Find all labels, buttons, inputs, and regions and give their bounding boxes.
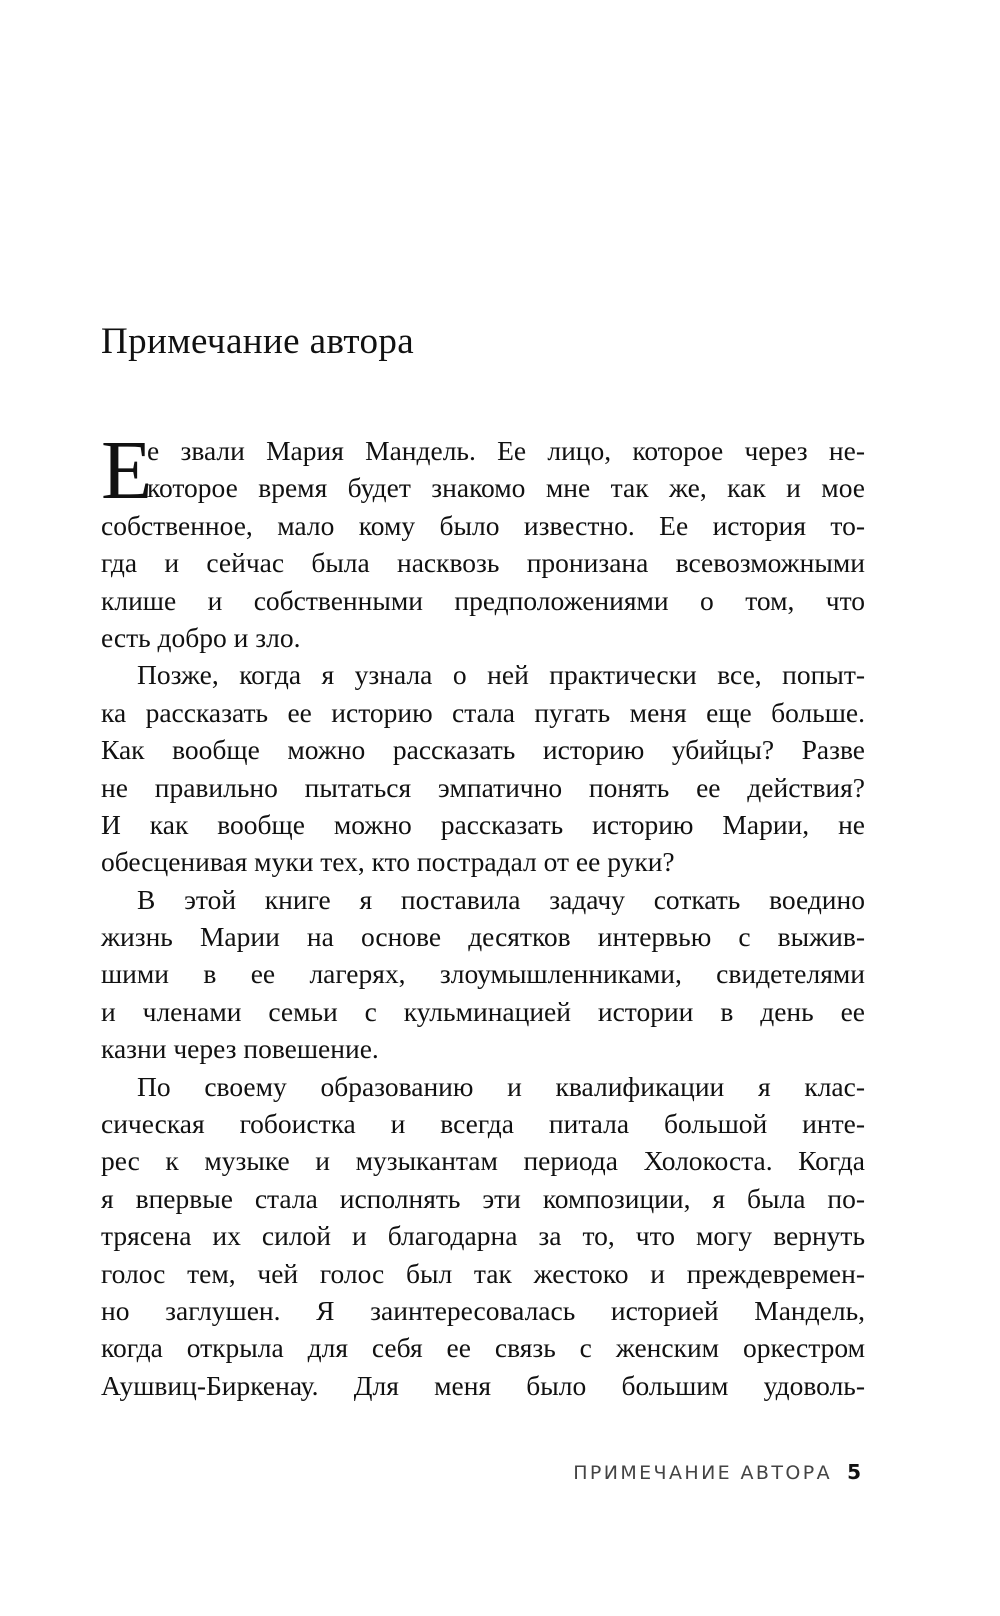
- paragraph-line: собственное, мало кому было известно. Ее история то-: [101, 509, 865, 541]
- paragraph-line: клише и собственными предположениями о том, что: [101, 584, 865, 616]
- paragraph-line: шими в ее лагерях, злоумышленниками, свидетелями: [101, 958, 865, 990]
- paragraph-line: когда открыла для себя ее связь с женским оркестром: [101, 1332, 865, 1364]
- paragraph-line: трясена их силой и благодарна за то, что могу вернуть: [101, 1220, 865, 1252]
- paragraph-line: я впервые стала исполнять эти композиции, я была по-: [101, 1182, 865, 1214]
- page-number: 5: [847, 1460, 861, 1484]
- paragraph-line: Позже, когда я узнала о ней практически все, попыт-: [137, 659, 865, 691]
- paragraph-line: и членами семьи с кульминацией истории в день ее: [101, 995, 865, 1027]
- paragraph-line: не правильно пытаться эмпатично понять ее действия?: [101, 771, 865, 803]
- running-footer: [573, 1460, 861, 1484]
- paragraph-line: е звали Мария Мандель. Ее лицо, которое через не-: [147, 435, 865, 466]
- paragraph-line: есть добро и зло.: [101, 621, 301, 653]
- paragraph-line: И как вообще можно рассказать историю Марии, не: [101, 808, 865, 840]
- running-title: ПРИМЕЧАНИЕ АВТОРА: [573, 1462, 832, 1484]
- paragraph-line: которое время будет знакомо мне так же, как и мое: [147, 472, 865, 504]
- paragraph-line: но заглушен. Я заинтересовалась историей Мандель,: [101, 1294, 865, 1326]
- drop-cap: Е: [101, 424, 153, 517]
- body-text: [101, 424, 865, 1404]
- paragraph-line: ка рассказать ее историю стала пугать меня еще больше.: [101, 696, 865, 728]
- paragraph-line: сическая гобоистка и всегда питала большой инте-: [101, 1108, 865, 1140]
- paragraph-line: казни через повешение.: [101, 1033, 379, 1065]
- paragraph-line: Аушвиц-Биркенау. Для меня было большим удоволь-: [101, 1369, 865, 1401]
- paragraph-line: По своему образованию и квалификации я клас-: [137, 1070, 865, 1102]
- paragraph-line: жизнь Марии на основе десятков интервью с выжив-: [101, 921, 865, 953]
- chapter-title: Примечание автора: [101, 321, 415, 362]
- paragraph-line: рес к музыке и музыкантам периода Холокоста. Когда: [101, 1145, 865, 1177]
- paragraph-line: обесценивая муки тех, кто пострадал от ее руки?: [101, 846, 675, 878]
- paragraph-line: голос тем, чей голос был так жестоко и преждевремен-: [101, 1257, 865, 1289]
- paragraph-line: гда и сейчас была насквозь пронизана всевозможными: [101, 547, 865, 579]
- paragraph-line: В этой книге я поставила задачу соткать воедино: [137, 883, 865, 915]
- paragraph-line: Как вообще можно рассказать историю убийцы? Разве: [101, 734, 865, 766]
